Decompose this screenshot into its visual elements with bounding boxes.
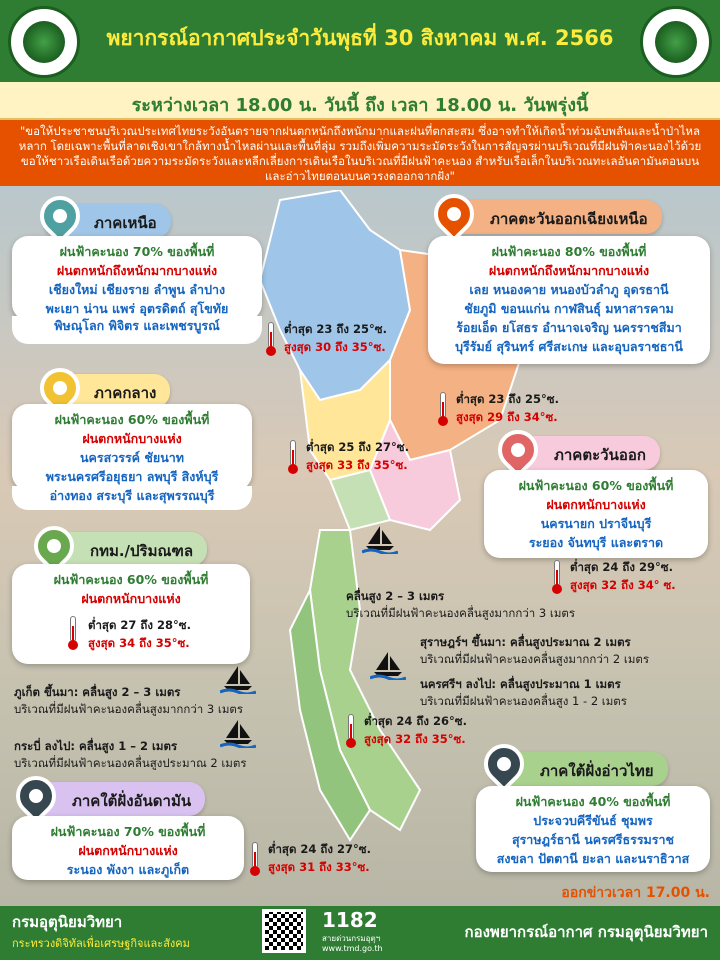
temperature-south-west bbox=[268, 840, 371, 876]
region-card-bangkok bbox=[12, 564, 250, 664]
qr-code-icon bbox=[262, 909, 306, 953]
advisory-banner bbox=[0, 120, 720, 186]
wave-height: คลื่นสูง 2 – 3 เมตร bbox=[346, 589, 445, 603]
region-name: ภาคเหนือ bbox=[94, 214, 157, 232]
region-name: ภาคใต้ฝั่งอ่าวไทย bbox=[540, 762, 654, 780]
temperature-northeast bbox=[456, 390, 559, 426]
region-card-east bbox=[484, 470, 708, 558]
wave-note: บริเวณที่มีฝนฟ้าคะนองคลื่นสูงมากกว่า 3 เมตร bbox=[14, 702, 244, 716]
rain-probability: ฝนฟ้าคะนอง 60% ของพื้นที่ bbox=[518, 478, 674, 493]
issued-time: ออกข่าวเวลา 17.00 น. bbox=[561, 885, 710, 901]
thermometer-icon bbox=[266, 322, 276, 356]
wave-info-surat bbox=[420, 634, 649, 668]
rain-warning: ฝนตกหนักถึงหนักมากบางแห่ง bbox=[56, 263, 218, 278]
region-card-south-west bbox=[12, 816, 244, 880]
temp-high: สูงสุด 32 ถึง 34° ซ. bbox=[570, 578, 676, 592]
province-list: เชียงใหม่ เชียงราย ลำพูน ลำปาง bbox=[48, 282, 226, 297]
rain-probability: ฝนฟ้าคะนอง 70% ของพื้นที่ bbox=[59, 244, 215, 259]
wave-note: บริเวณที่มีฝนฟ้าคะนองคลื่นสูง 1 - 2 เมตร bbox=[420, 694, 627, 708]
province-list: พระนครศรีอยุธยา ลพบุรี สิงห์บุรี bbox=[45, 469, 219, 484]
temp-high: สูงสุด 34 ถึง 35°ซ. bbox=[88, 636, 190, 650]
temperature-central bbox=[306, 438, 409, 474]
province-list: พิษณุโลก พิจิตร และเพชรบูรณ์ bbox=[54, 318, 220, 333]
region-card-northeast bbox=[428, 236, 710, 364]
temperature-south-east bbox=[364, 712, 467, 748]
wave-info-phuket bbox=[14, 684, 243, 718]
wave-note: บริเวณที่มีฝนฟ้าคะนองคลื่นสูงมากกว่า 3 เมตร bbox=[346, 606, 576, 620]
province-list: ระยอง จันทบุรี และตราด bbox=[528, 535, 664, 550]
temperature-east bbox=[570, 558, 676, 594]
temp-high: สูงสุด 30 ถึง 35°ซ. bbox=[284, 340, 386, 354]
wave-info-krabi bbox=[14, 738, 247, 772]
thermometer-icon bbox=[288, 440, 298, 474]
wave-info-nakhon bbox=[420, 676, 627, 710]
region-card-north-cont bbox=[12, 316, 262, 344]
rain-probability: ฝนฟ้าคะนอง 70% ของพื้นที่ bbox=[50, 824, 206, 839]
province-list: นครนายก ปราจีนบุรี bbox=[540, 516, 652, 531]
temperature-north bbox=[284, 320, 387, 356]
advisory-text: "ขอให้ประชาชนบริเวณประเทศไทยระวังอันตรายจากฝนตกหนักถึงหนักมากและฝนที่ตกสะสม ซึ่งอาจทำให้เกิดน้ำท่วมฉับพลันและน้ำป่าไหลหลาก โดยเฉพาะพื้นที่ลาดเชิงเขาใกล้ทางน้ำไหลผ่านและพื้นที่ลุ่ม รวมถึงเพิ่มความระมัดระวังในการสัญจรผ่านบริเวณที่มีฝนฟ้าคะนองไว้ด้วย ขอให้ชาวเรือเดินเรือด้วยความระมัดระวังและหลีกเลี่ยงการเดินเรือในบริเวณที่มีฝนฟ้าคะนอง สำหรับเรือเล็กในบริเวณทะเลอันดามันตอนบนและอ่าวไทยตอนบนควรงดออกจากฝั่ง" bbox=[18, 124, 702, 183]
rain-warning: ฝนตกหนักถึงหนักมากบางแห่ง bbox=[488, 263, 650, 278]
province-list: สุราษฎร์ธานี นครศรีธรรมราช bbox=[511, 832, 675, 847]
page-title: พยากรณ์อากาศประจำวันพุธที่ 30 สิงหาคม พ.ศ. 2566 bbox=[106, 26, 614, 50]
temp-low: ต่ำสุด 23 ถึง 25°ซ. bbox=[456, 392, 559, 406]
rain-probability: ฝนฟ้าคะนอง 80% ของพื้นที่ bbox=[491, 244, 647, 259]
hotline-number: 1182 bbox=[322, 908, 378, 932]
temp-low: ต่ำสุด 23 ถึง 25°ซ. bbox=[284, 322, 387, 336]
temp-low: ต่ำสุด 27 ถึง 28°ซ. bbox=[88, 618, 191, 632]
footer-bar bbox=[0, 906, 720, 960]
province-list: ระนอง พังงา และภูเก็ต bbox=[66, 862, 190, 877]
temp-low: ต่ำสุด 24 ถึง 29°ซ. bbox=[570, 560, 673, 574]
province-list: สงขลา ปัตตานี ยะลา และนราธิวาส bbox=[496, 851, 690, 866]
thermometer-icon bbox=[68, 616, 78, 650]
province-list: นครสวรรค์ ชัยนาท bbox=[79, 450, 185, 465]
region-card-central bbox=[12, 404, 252, 490]
rain-warning: ฝนตกหนักบางแห่ง bbox=[81, 591, 181, 606]
province-list: เลย หนองคาย หนองบัวลำภู อุดรธานี bbox=[469, 282, 669, 297]
wave-info-gulf-upper bbox=[346, 588, 575, 622]
region-name: ภาคกลาง bbox=[94, 384, 157, 402]
ministry-logo-icon bbox=[8, 6, 80, 78]
region-name: ภาคตะวันออก bbox=[554, 446, 646, 464]
province-list: บุรีรัมย์ สุรินทร์ ศรีสะเกษ และอุบลราชธานี bbox=[455, 339, 683, 354]
temperature-bangkok bbox=[88, 616, 191, 652]
region-name: กทม./ปริมณฑล bbox=[90, 542, 194, 560]
wave-height: นครศรีฯ ลงไป: คลื่นสูงประมาณ 1 เมตร bbox=[420, 677, 621, 691]
temp-low: ต่ำสุด 24 ถึง 26°ซ. bbox=[364, 714, 467, 728]
forecast-period: ระหว่างเวลา 18.00 น. วันนี้ ถึง เวลา 18.00 น. วันพรุ่งนี้ bbox=[131, 95, 589, 116]
province-list: อ่างทอง สระบุรี และสุพรรณบุรี bbox=[49, 488, 215, 503]
region-card-central-cont bbox=[12, 486, 252, 510]
tmd-logo-icon bbox=[640, 6, 712, 78]
temp-low: ต่ำสุด 25 ถึง 27°ซ. bbox=[306, 440, 409, 454]
thermometer-icon bbox=[250, 842, 260, 876]
thermometer-icon bbox=[438, 392, 448, 426]
rain-warning: ฝนตกหนักบางแห่ง bbox=[78, 843, 178, 858]
website-link[interactable]: www.tmd.go.th bbox=[322, 944, 383, 953]
province-list: ร้อยเอ็ด ยโสธร อำนาจเจริญ นครราชสีมา bbox=[456, 320, 682, 335]
wave-height: สุราษฎร์ฯ ขึ้นมา: คลื่นสูงประมาณ 2 เมตร bbox=[420, 635, 631, 649]
boat-icon bbox=[370, 650, 406, 680]
temp-high: สูงสุด 29 ถึง 34°ซ. bbox=[456, 410, 558, 424]
footer-division: กองพยากรณ์อากาศ กรมอุตุนิยมวิทยา bbox=[464, 923, 708, 941]
hotline-label: สายด่วนกรมอุตุฯ bbox=[322, 934, 381, 943]
province-list: ชัยภูมิ ขอนแก่น กาฬสินธุ์ มหาสารคาม bbox=[464, 301, 674, 316]
temp-high: สูงสุด 31 ถึง 33°ซ. bbox=[268, 860, 370, 874]
wave-note: บริเวณที่มีฝนฟ้าคะนองคลื่นสูงมากกว่า 2 เมตร bbox=[420, 652, 650, 666]
temp-low: ต่ำสุด 24 ถึง 27°ซ. bbox=[268, 842, 371, 856]
footer-org: กรมอุตุนิยมวิทยา bbox=[12, 913, 123, 931]
province-list: พะเยา น่าน แพร่ อุตรดิตถ์ สุโขทัย bbox=[45, 301, 229, 316]
region-card-south-east bbox=[476, 786, 710, 872]
subheader-bar bbox=[0, 82, 720, 120]
rain-probability: ฝนฟ้าคะนอง 60% ของพื้นที่ bbox=[54, 412, 210, 427]
rain-warning: ฝนตกหนักบางแห่ง bbox=[546, 497, 646, 512]
boat-icon bbox=[362, 524, 398, 554]
province-list: ประจวบคีรีขันธ์ ชุมพร bbox=[533, 813, 653, 828]
header-bar bbox=[0, 0, 720, 82]
rain-probability: ฝนฟ้าคะนอง 40% ของพื้นที่ bbox=[515, 794, 671, 809]
region-card-north bbox=[12, 236, 262, 320]
temp-high: สูงสุด 32 ถึง 35°ซ. bbox=[364, 732, 466, 746]
temp-high: สูงสุด 33 ถึง 35°ซ. bbox=[306, 458, 408, 472]
rain-probability: ฝนฟ้าคะนอง 60% ของพื้นที่ bbox=[53, 572, 209, 587]
region-name: ภาคใต้ฝั่งอันดามัน bbox=[72, 792, 192, 810]
region-name: ภาคตะวันออกเฉียงเหนือ bbox=[490, 210, 648, 228]
wave-height: กระบี่ ลงไป: คลื่นสูง 1 – 2 เมตร bbox=[14, 739, 178, 753]
wave-note: บริเวณที่มีฝนฟ้าคะนองคลื่นสูงประมาณ 2 เมตร bbox=[14, 756, 247, 770]
wave-height: ภูเก็ต ขึ้นมา: คลื่นสูง 2 – 3 เมตร bbox=[14, 685, 181, 699]
thermometer-icon bbox=[346, 714, 356, 748]
rain-warning: ฝนตกหนักบางแห่ง bbox=[82, 431, 182, 446]
footer-ministry: กระทรวงดิจิทัลเพื่อเศรษฐกิจและสังคม bbox=[12, 937, 190, 950]
